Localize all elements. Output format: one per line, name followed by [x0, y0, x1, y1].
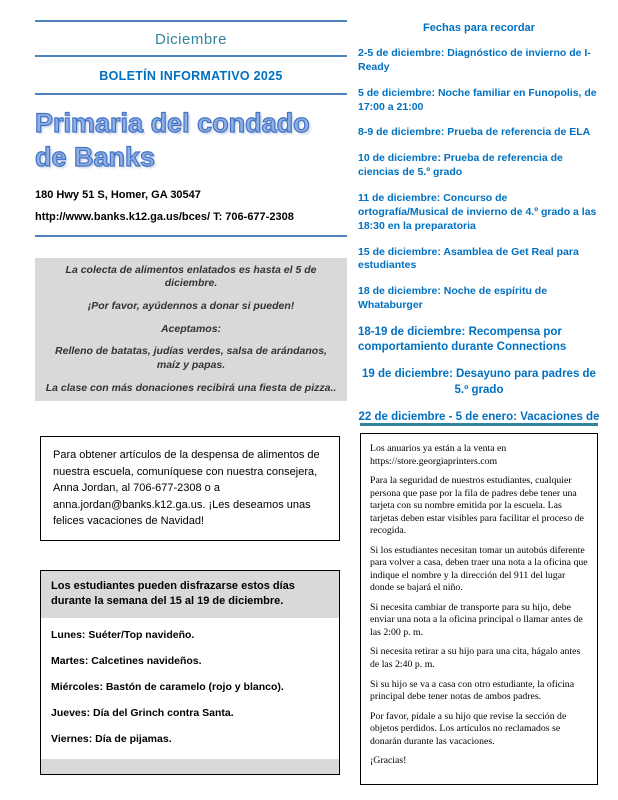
- date-item: 18 de diciembre: Noche de espíritu de Whataburger: [358, 285, 548, 312]
- food-drive-line: La colecta de alimentos enlatados es hasta el 5 de diciembre.: [65, 263, 317, 290]
- notice-paragraph: Si necesita cambiar de transporte para su hijo, debe enviar una nota a la oficina principal o llamar antes de las 2:00 p. m.: [370, 601, 583, 638]
- date-item: 10 de diciembre: Prueba de referencia de ciencias de 5.º grado: [358, 152, 563, 179]
- teal-divider-line: [360, 423, 598, 426]
- divider-line: [35, 93, 347, 95]
- gray-footer-band: [41, 759, 339, 774]
- dress-day: Lunes: Suéter/Top navideño.: [51, 628, 195, 641]
- dates-to-remember: [358, 22, 600, 437]
- pantry-contact-text: Para obtener artículos de la despensa de alimentos de nuestra escuela, comuníquese con nuestra consejera, Anna Jordan, al 706-677-2308 o a anna.jordan@banks.k12.ga.us. ¡Les deseamos unas felices vacaciones de Navidad!: [53, 449, 320, 527]
- dress-up-days: [41, 618, 339, 759]
- food-drive-line: Aceptamos:: [160, 322, 222, 335]
- dress-day: Viernes: Día de pijamas.: [51, 732, 172, 745]
- pantry-contact-box: [40, 436, 340, 541]
- notice-paragraph: Si los estudiantes necesitan tomar un autobús diferente para volver a casa, deben traer una nota a la oficina que indique el nombre y la dirección del 911 del lugar donde se bajará el niño.: [370, 544, 588, 594]
- notice-paragraph: Por favor, pídale a su hijo que revise la sección de objetos perdidos. Los artículos no reclamados se donarán durante las vacaciones.: [370, 710, 567, 747]
- school-name: Primaria del condado de Banks: [35, 108, 310, 172]
- dates-title: Fechas para recordar: [423, 22, 535, 34]
- dress-day: Martes: Calcetines navideños.: [51, 654, 202, 667]
- dress-day: Jueves: Día del Grinch contra Santa.: [51, 706, 234, 719]
- date-item: 22 de diciembre - 5 de enero: Vacaciones de: [358, 410, 600, 423]
- dress-up-week-box: [40, 570, 340, 775]
- date-item: 2-5 de diciembre: Diagnóstico de invierno de I-Ready: [358, 47, 591, 73]
- food-drive-line: ¡Por favor, ayúdennos a donar si pueden!: [87, 300, 295, 313]
- bulletin-title: BOLETÍN INFORMATIVO 2025: [99, 69, 283, 83]
- date-item: 19 de diciembre: Desayuno para padres de 5.º grado: [362, 368, 596, 396]
- notices-box: [360, 433, 598, 785]
- food-drive-box: [35, 258, 347, 401]
- school-address: 180 Hwy 51 S, Homer, GA 30547: [35, 188, 201, 201]
- food-drive-line: La clase con más donaciones recibirá una fiesta de pizza..: [45, 381, 337, 394]
- date-item: 15 de diciembre: Asamblea de Get Real para estudiantes: [358, 245, 579, 272]
- food-drive-line: Relleno de batatas, judías verdes, salsa de arándanos, maíz y papas.: [55, 345, 327, 371]
- date-item: 5 de diciembre: Noche familiar en Funopolis, de 17:00 a 21:00: [358, 86, 597, 113]
- month-title: Diciembre: [154, 31, 227, 48]
- notices-section: [360, 423, 598, 785]
- school-contact-line: http://www.banks.k12.ga.us/bces/ T: 706-677-2308: [35, 210, 294, 223]
- masthead: [35, 20, 347, 237]
- date-item: 18-19 de diciembre: Recompensa por comportamiento durante Connections: [358, 326, 567, 354]
- notice-paragraph: Si su hijo se va a casa con otro estudiante, la oficina principal debe tener notas de ambos padres.: [370, 678, 575, 703]
- notice-paragraph: Para la seguridad de nuestros estudiantes, cualquier persona que pase por la fila de padres debe tener una tarjeta con su nombre emitida por la escuela. Las tarjetas deben estar visibles para facilitar el proceso de recogida.: [370, 475, 584, 537]
- notice-paragraph: Los anuarios ya están a la venta en https://store.georgiaprinters.com: [370, 443, 507, 467]
- date-item: 8-9 de diciembre: Prueba de referencia de ELA: [358, 126, 591, 139]
- notice-paragraph: Si necesita retirar a su hijo para una cita, hágalo antes de las 2:40 p. m.: [370, 646, 581, 670]
- date-item: 11 de diciembre: Concurso de ortografía/Musical de invierno de 4.º grado a las 18:30 en la preparatoria: [358, 192, 597, 232]
- dress-day: Miércoles: Bastón de caramelo (rojo y blanco).: [51, 680, 284, 693]
- divider-line: [35, 235, 347, 237]
- notice-paragraph: ¡Gracias!: [370, 755, 407, 767]
- dress-up-intro: Los estudiantes pueden disfrazarse estos días durante la semana del 15 al 19 de diciembre.: [41, 571, 339, 618]
